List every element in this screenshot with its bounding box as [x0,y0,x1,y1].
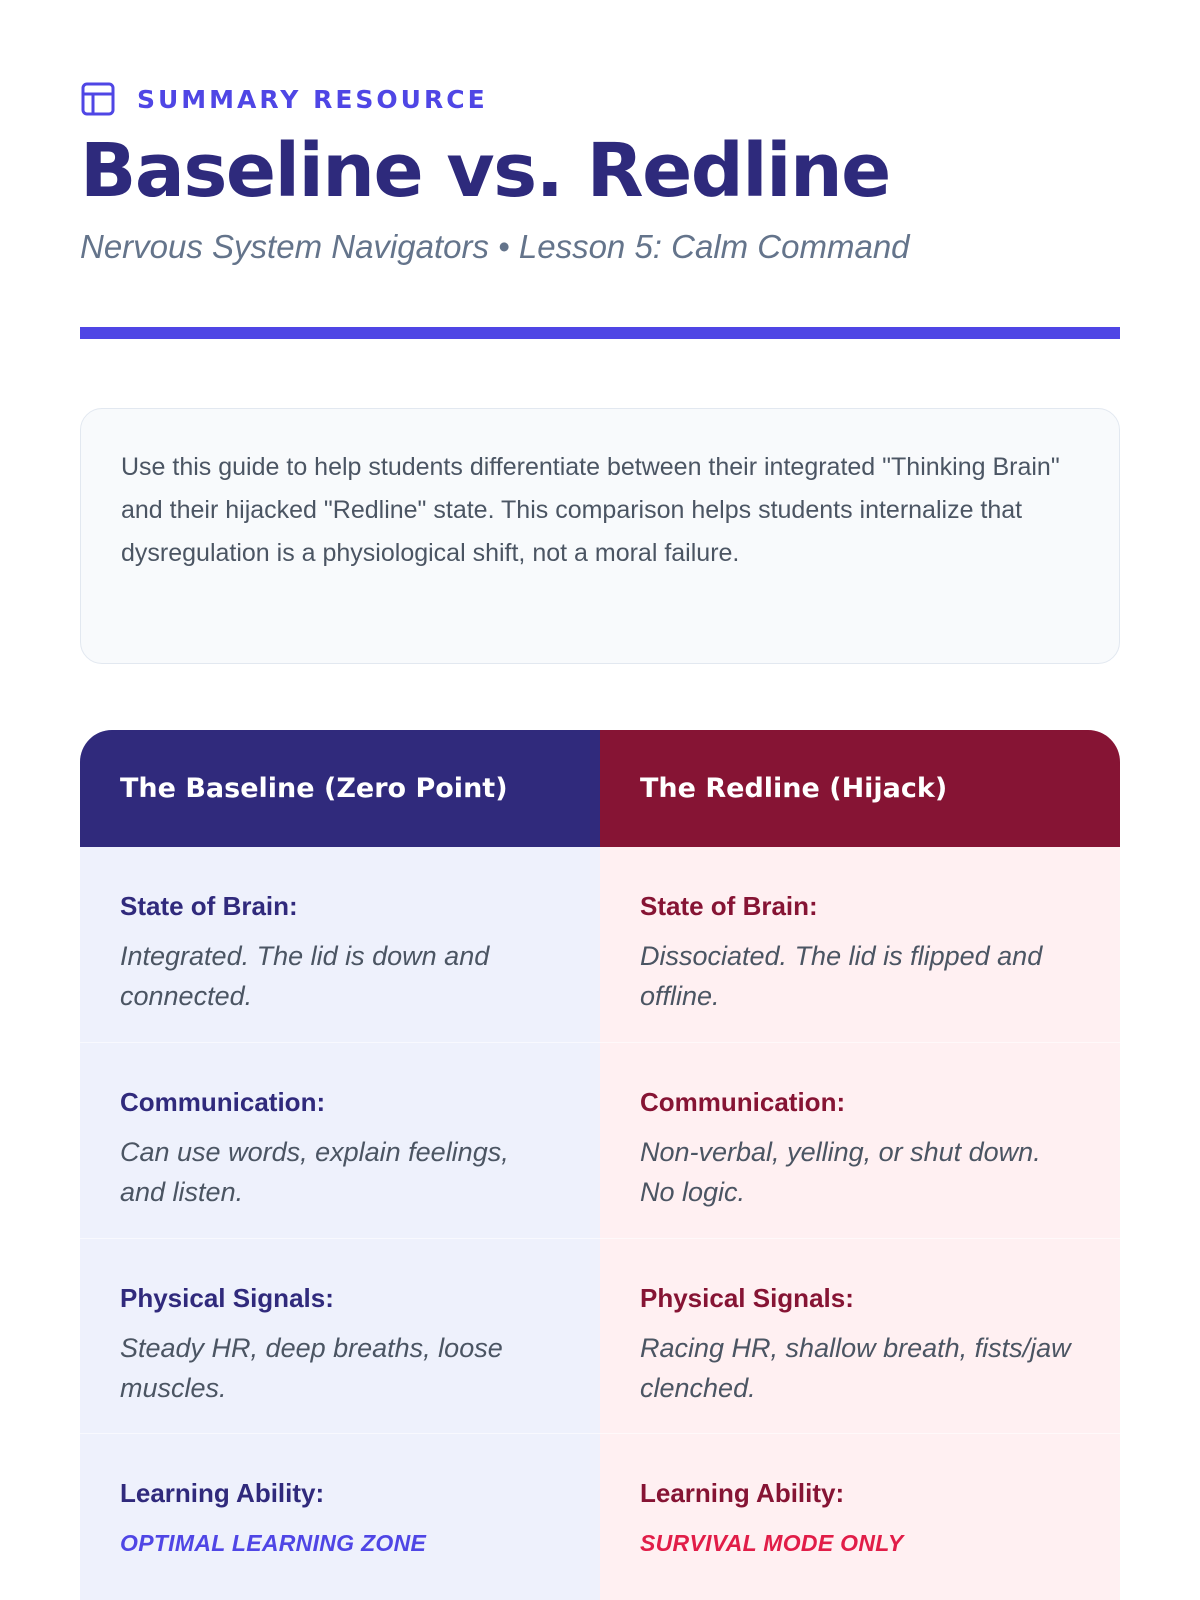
baseline-heading: The Baseline (Zero Point) [80,730,600,847]
eyebrow-label: SUMMARY RESOURCE [137,84,488,114]
cell-value: Dissociated. The lid is flipped and offline. [640,941,1043,1012]
page-subtitle: Nervous System Navigators • Lesson 5: Calm Command [80,228,910,265]
redline-column [600,730,1120,1600]
cell-label: Communication: [120,1087,326,1118]
eyebrow [81,82,488,116]
cell-label: State of Brain: [640,891,818,922]
cell-label: Learning Ability: [640,1478,845,1509]
title-divider [80,327,1120,339]
layout-icon [81,82,115,116]
baseline-cell-brain-state [80,847,600,1043]
cell-label: State of Brain: [120,891,298,922]
cell-value: Integrated. The lid is down and connected. [120,941,490,1012]
cell-value: Steady HR, deep breaths, loose muscles. [120,1332,503,1403]
cell-label: Learning Ability: [120,1478,325,1509]
baseline-column [80,730,600,1600]
learning-zone-badge: OPTIMAL LEARNING ZONE [120,1530,427,1557]
baseline-cell-communication [80,1043,600,1239]
intro-box [80,408,1120,664]
cell-value: Can use words, explain feelings, and listen. [120,1137,509,1208]
cell-label: Communication: [640,1087,846,1118]
page-title: Baseline vs. Redline [80,128,890,214]
comparison-table [80,730,1120,1600]
baseline-cell-physical-signals [80,1239,600,1435]
cell-label: Physical Signals: [640,1282,854,1313]
intro-text: Use this guide to help students differentiate between their integrated "Thinking Brain" and their hijacked "Redline" state. This comparison helps students internalize that dysregulation is a physiological shift, not a moral failure. [121,453,1060,567]
redline-heading: The Redline (Hijack) [600,730,1120,847]
cell-label: Physical Signals: [120,1282,334,1313]
redline-cell-communication [600,1043,1120,1239]
baseline-cell-learning-ability [80,1434,600,1600]
redline-cell-learning-ability [600,1434,1120,1600]
redline-cell-brain-state [600,847,1120,1043]
cell-value: Non-verbal, yelling, or shut down. No logic. [640,1137,1041,1208]
survival-mode-badge: SURVIVAL MODE ONLY [640,1530,904,1557]
cell-value: Racing HR, shallow breath, fists/jaw clenched. [640,1332,1071,1403]
redline-cell-physical-signals [600,1239,1120,1435]
